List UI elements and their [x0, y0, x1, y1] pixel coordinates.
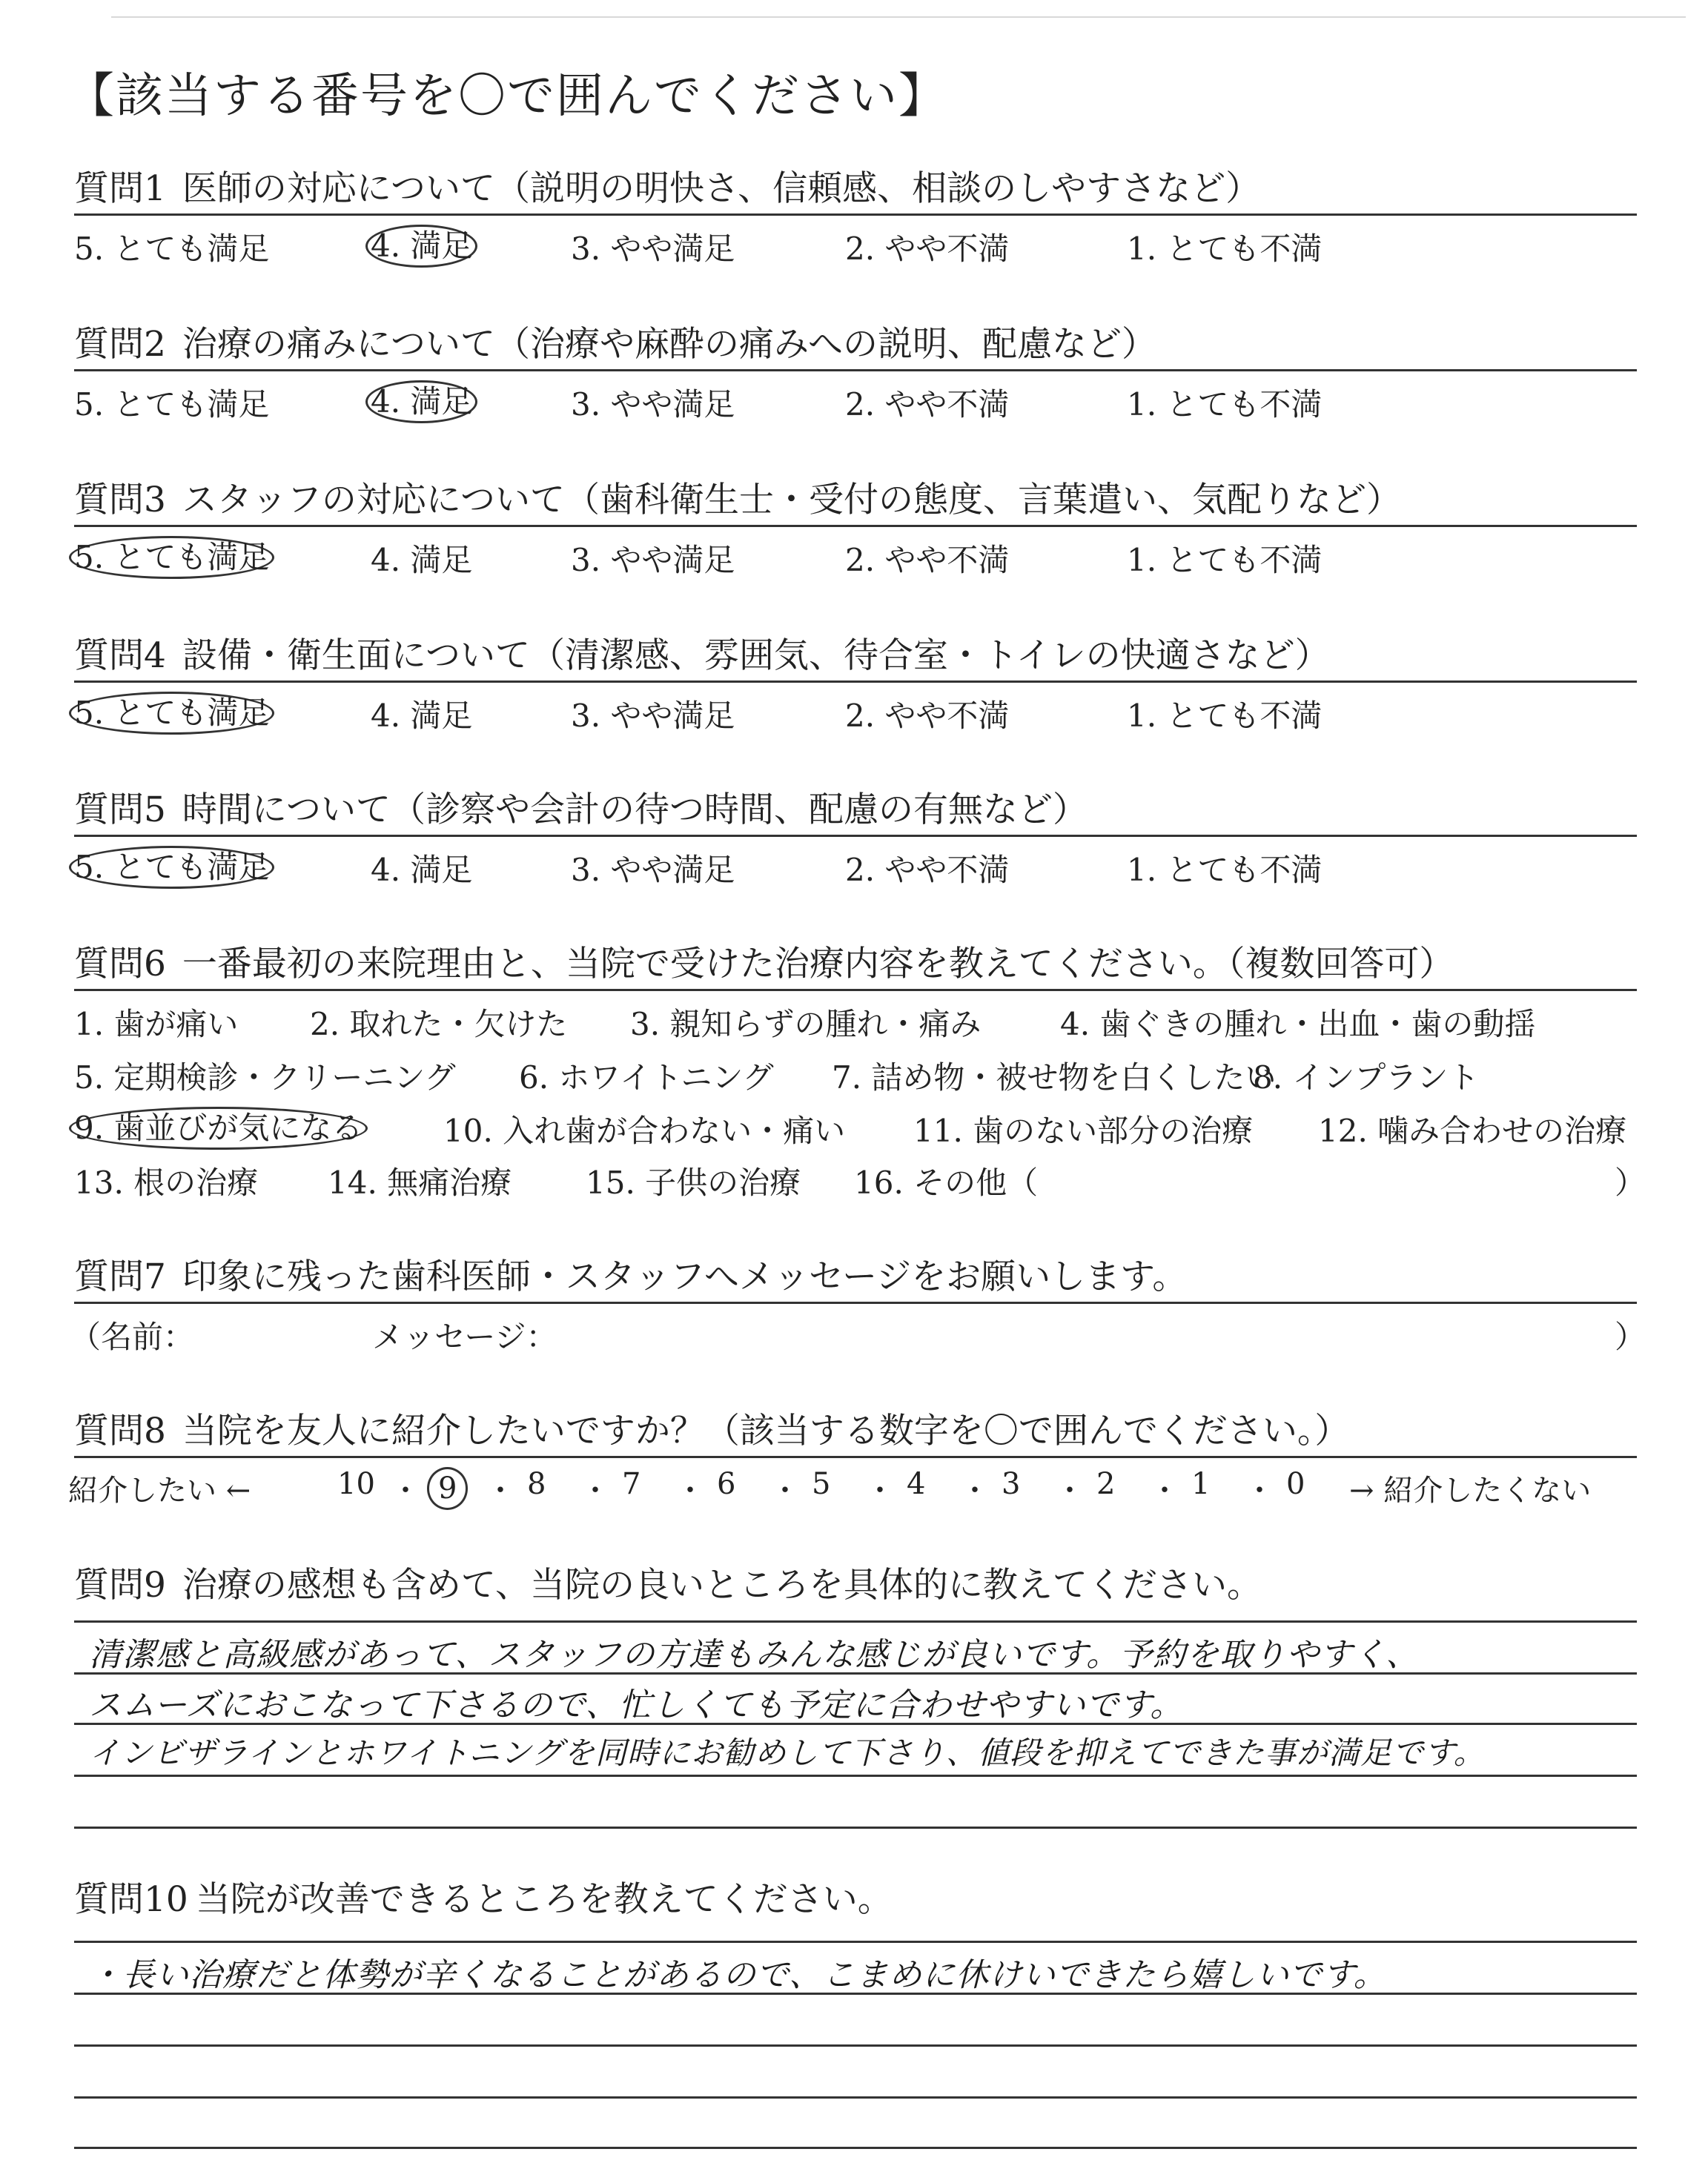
question-3-title	[74, 476, 1637, 527]
rating-option[interactable]: 2. やや不満	[845, 231, 1010, 267]
visit-reason-option[interactable]: 7. 詰め物・被せ物を白くしたい	[832, 1059, 1277, 1096]
rating-option[interactable]	[74, 536, 274, 579]
selected-circle: 5. とても満足	[69, 536, 274, 579]
scale-separator: ・	[1245, 1474, 1274, 1508]
scale-separator: ・	[675, 1474, 705, 1508]
scale-value[interactable]: 3	[1002, 1467, 1021, 1501]
question-10	[74, 1875, 1637, 2169]
visit-reason-option[interactable]: 4. 歯ぐきの腫れ・出血・歯の動揺	[1060, 1006, 1536, 1042]
scale-left-label: 紹介したい ←	[68, 1474, 251, 1508]
scale-value[interactable]: 7	[622, 1467, 641, 1501]
recommend-scale	[68, 1458, 1637, 1511]
rating-option[interactable]: 3. やや満足	[571, 386, 735, 423]
visit-reason-option[interactable]: 1. 歯が痛い	[74, 1006, 239, 1042]
question-text: 設備・衛生面について（清潔感、雰囲気、待合室・トイレの快適さなど）	[182, 635, 1330, 676]
scale-value[interactable]: 2	[1096, 1467, 1116, 1501]
visit-reason-option[interactable]: 3. 親知らずの腫れ・痛み	[630, 1006, 982, 1042]
scale-value[interactable]: 10	[337, 1467, 375, 1501]
scale-separator: ・	[391, 1474, 420, 1508]
rating-option[interactable]: 1. とても不満	[1127, 698, 1323, 734]
rating-option[interactable]: 5. とても満足	[74, 386, 270, 423]
question-10-answer	[74, 1924, 1637, 2169]
visit-reason-option[interactable]: 16. その他（	[854, 1165, 1039, 1201]
question-9-title	[74, 1561, 1637, 1610]
rating-option[interactable]: 2. やや不満	[845, 542, 1010, 578]
selected-circle: 9. 歯並びが気になる	[69, 1107, 368, 1150]
answer-line	[74, 1827, 1637, 1829]
handwritten-answer-line: 清潔感と高級感があって、スタッフの方達もみんな感じが良いです。予約を取りやすく、	[89, 1636, 1420, 1674]
visit-reason-option[interactable]: 11. 歯のない部分の治療	[913, 1113, 1254, 1149]
question-text: 医師の対応について（説明の明快さ、信頼感、相談のしやすさなど）	[182, 168, 1261, 209]
rating-option[interactable]: 3. やや満足	[571, 698, 735, 734]
selected-circle: 5. とても満足	[69, 846, 274, 889]
other-close-paren: ）	[1615, 1165, 1646, 1201]
message-label: メッセージ：	[372, 1319, 557, 1355]
scale-value[interactable]: 4	[907, 1467, 926, 1501]
visit-reason-option[interactable]: 6. ホワイトニング	[519, 1059, 774, 1096]
visit-reason-option[interactable]: 10. 入れ歯が合わない・痛い	[443, 1113, 846, 1149]
question-number: 質問3	[74, 480, 166, 520]
question-4	[74, 632, 1637, 736]
visit-reason-option[interactable]: 8. インプラント	[1253, 1059, 1480, 1096]
rating-option[interactable]	[74, 692, 274, 735]
question-text: スタッフの対応について（歯科衛生士・受付の態度、言葉遣い、気配りなど）	[182, 480, 1401, 520]
rating-option[interactable]: 1. とても不満	[1127, 542, 1323, 578]
rating-option[interactable]: 2. やや不満	[845, 852, 1010, 888]
visit-reason-option[interactable]: 5. 定期検診・クリーニング	[74, 1059, 456, 1096]
scale-separator: ・	[486, 1474, 515, 1508]
rating-option[interactable]: 5. とても満足	[74, 231, 270, 267]
scale-value[interactable]	[432, 1467, 468, 1510]
rating-option[interactable]: 3. やや満足	[571, 852, 735, 888]
question-7-title	[74, 1253, 1637, 1304]
question-6-options	[74, 991, 1646, 1213]
question-5-title	[74, 786, 1637, 837]
question-text: 治療の痛みについて（治療や麻酔の痛みへの説明、配慮など）	[182, 324, 1157, 365]
handwritten-answer-line: スムーズにおこなって下さるので、忙しくても予定に合わせやすいです。	[89, 1686, 1184, 1724]
visit-reason-option[interactable]: 2. 取れた・欠けた	[310, 1006, 568, 1042]
answer-line	[74, 2147, 1637, 2149]
question-number: 質問10	[74, 1879, 188, 1920]
scale-value[interactable]: 1	[1191, 1467, 1211, 1501]
rating-option[interactable]: 4. 満足	[371, 698, 473, 734]
answer-line	[74, 2044, 1637, 2047]
answer-line	[74, 1775, 1637, 1777]
handwritten-answer-line: ・長い治療だと体勢が辛くなることがあるので、こまめに休けいできたら嬉しいです。	[89, 1956, 1387, 1994]
question-3	[74, 476, 1637, 580]
rating-option[interactable]: 1. とても不満	[1127, 231, 1323, 267]
page-top-rule	[111, 16, 1686, 18]
question-number: 質問9	[74, 1565, 166, 1606]
question-number: 質問1	[74, 168, 166, 209]
rating-option[interactable]: 1. とても不満	[1127, 386, 1323, 423]
question-8-title	[74, 1407, 1637, 1458]
rating-option[interactable]: 3. やや満足	[571, 231, 735, 267]
rating-option[interactable]	[74, 846, 274, 889]
question-9	[74, 1561, 1637, 1914]
rating-option[interactable]: 4. 満足	[371, 542, 473, 578]
question-text: 当院を友人に紹介したいですか？（該当する数字を〇で囲んでください。）	[182, 1411, 1350, 1451]
close-paren: ）	[1615, 1319, 1646, 1355]
question-text: 時間について（診察や会計の待つ時間、配慮の有無など）	[182, 789, 1088, 830]
visit-reason-option[interactable]: 13. 根の治療	[74, 1165, 259, 1201]
name-label: （名前：	[70, 1319, 195, 1355]
question-2	[74, 320, 1637, 425]
scale-separator: ・	[580, 1474, 610, 1508]
visit-reason-option[interactable]: 12. 噛み合わせの治療	[1318, 1113, 1627, 1149]
question-5	[74, 786, 1637, 890]
question-9-answer	[74, 1610, 1637, 1914]
answer-line	[74, 1941, 1637, 1943]
selected-circle: 4. 満足	[365, 380, 477, 423]
answer-line	[74, 2096, 1637, 2099]
visit-reason-option[interactable]	[74, 1107, 368, 1150]
visit-reason-option[interactable]: 15. 子供の治療	[586, 1165, 801, 1201]
question-number: 質問2	[74, 324, 166, 365]
selected-circle: 4. 満足	[365, 225, 477, 268]
rating-option[interactable]	[371, 380, 477, 423]
question-text: 治療の感想も含めて、当院の良いところを具体的に教えてください。	[182, 1565, 1262, 1606]
rating-option[interactable]	[371, 225, 477, 268]
question-6-title	[74, 940, 1637, 991]
answer-line	[74, 1620, 1637, 1623]
question-8	[68, 1407, 1637, 1511]
question-6	[74, 940, 1646, 1213]
question-1-title	[74, 165, 1637, 216]
selected-circle: 9	[427, 1467, 468, 1510]
question-4-title	[74, 632, 1637, 683]
question-number: 質問5	[74, 789, 166, 830]
question-2-title	[74, 320, 1637, 371]
question-7	[70, 1253, 1646, 1357]
scale-value[interactable]: 0	[1286, 1467, 1305, 1501]
question-text: 印象に残った歯科医師・スタッフへメッセージをお願いします。	[182, 1256, 1188, 1297]
scale-value[interactable]: 6	[717, 1467, 736, 1501]
rating-option[interactable]: 1. とても不満	[1127, 852, 1323, 888]
question-number: 質問8	[74, 1411, 166, 1451]
question-number: 質問6	[74, 944, 166, 984]
question-number: 質問4	[74, 635, 166, 676]
question-text: 一番最初の来院理由と、当院で受けた治療内容を教えてください。（複数回答可）	[182, 944, 1454, 984]
rating-option[interactable]: 2. やや不満	[845, 698, 1010, 734]
scale-right-label: → 紹介したくない	[1349, 1474, 1592, 1508]
scale-separator: ・	[960, 1474, 990, 1508]
scale-separator: ・	[1150, 1474, 1179, 1508]
scale-value[interactable]: 5	[812, 1467, 831, 1501]
rating-option[interactable]: 4. 満足	[371, 852, 473, 888]
rating-option[interactable]: 3. やや満足	[571, 542, 735, 578]
handwritten-answer-line: インビザラインとホワイトニングを同時にお勧めして下さり、値段を抑えてできた事が満足です。	[89, 1735, 1486, 1771]
scale-separator: ・	[770, 1474, 800, 1508]
selected-circle: 5. とても満足	[69, 692, 274, 735]
form-header: 【該当する番号を〇で囲んでください】	[67, 69, 947, 124]
scale-separator: ・	[1055, 1474, 1085, 1508]
visit-reason-option[interactable]: 14. 無痛治療	[328, 1165, 512, 1201]
question-1	[74, 165, 1637, 269]
scale-separator: ・	[865, 1474, 895, 1508]
rating-option[interactable]: 2. やや不満	[845, 386, 1010, 423]
question-number: 質問7	[74, 1256, 166, 1297]
scale-value[interactable]: 8	[527, 1467, 546, 1501]
question-text: 当院が改善できるところを教えてください。	[195, 1879, 893, 1920]
question-10-title	[74, 1875, 1637, 1924]
